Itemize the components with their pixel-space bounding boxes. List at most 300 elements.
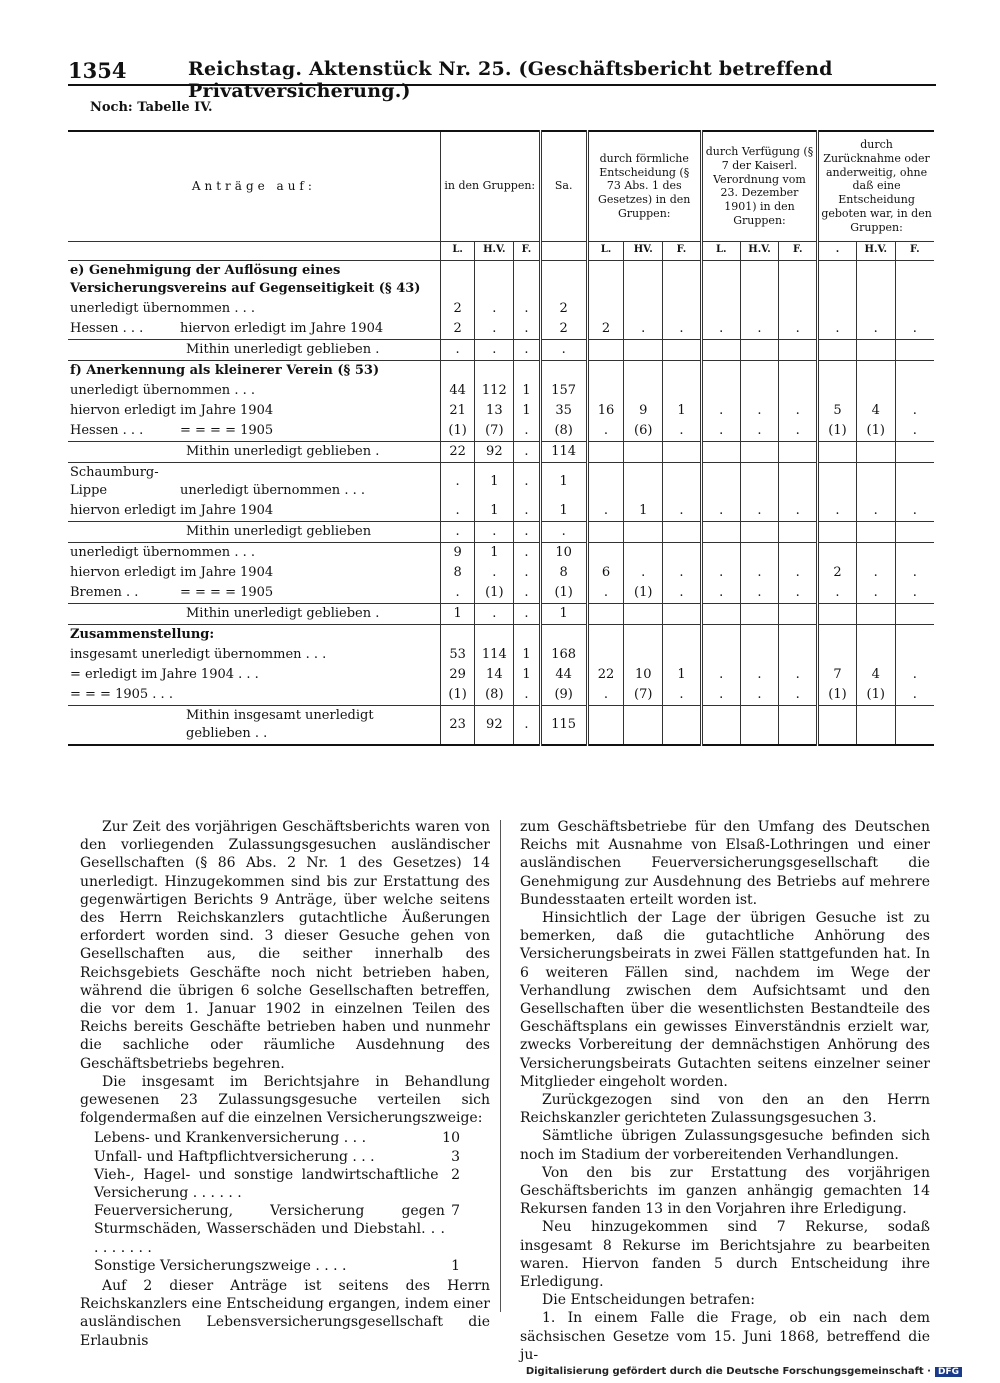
- table-cell: [701, 645, 740, 665]
- table-cell: [587, 705, 624, 745]
- table-cell: .: [701, 665, 740, 685]
- row-label-text: insgesamt unerledigt übernommen . . .: [70, 646, 327, 662]
- table-cell: [740, 360, 779, 381]
- table-cell: .: [895, 319, 934, 340]
- table-cell: [740, 705, 779, 745]
- table-cell: 92: [475, 705, 514, 745]
- table-cell: [856, 381, 895, 401]
- sub-header-sa: [540, 241, 587, 260]
- table-cell: 114: [475, 645, 514, 665]
- table-cell: .: [663, 421, 702, 442]
- list-item: [94, 1257, 490, 1275]
- table-cell: [587, 462, 624, 501]
- table-cell: [895, 542, 934, 563]
- sub-header: F.: [895, 241, 934, 260]
- sub-header: F.: [663, 241, 702, 260]
- page-number: 1354: [68, 58, 127, 83]
- page-title: Reichstag. Aktenstück Nr. 25. (Geschäftsbericht betreffend Privatversicherung.): [188, 58, 833, 102]
- table-cell: 4: [856, 665, 895, 685]
- table-row-total: [68, 603, 934, 624]
- table-cell: [779, 381, 818, 401]
- table-cell: .: [895, 583, 934, 604]
- table-cell: 6: [587, 563, 624, 583]
- table-cell: (8): [475, 685, 514, 706]
- table-cell: .: [779, 563, 818, 583]
- table-cell: [587, 299, 624, 319]
- table-cell: .: [779, 501, 818, 522]
- table-row-section: [68, 260, 934, 299]
- table-cell: [818, 705, 857, 745]
- table-row: [68, 685, 934, 706]
- table-cell: [818, 299, 857, 319]
- table-cell: [779, 360, 818, 381]
- row-label: f) Anerkennung als kleinerer Verein (§ 53): [68, 360, 440, 381]
- table-cell: [624, 705, 663, 745]
- table-cell: [856, 462, 895, 501]
- table-cell: [779, 705, 818, 745]
- table-cell: .: [514, 603, 541, 624]
- table-row: [68, 421, 934, 442]
- table-cell: (1): [624, 583, 663, 604]
- table-cell: .: [440, 501, 475, 522]
- table-cell: .: [856, 563, 895, 583]
- paragraph: Von den bis zur Erstattung des vorjährigen Geschäftsberichts im ganzen anhängig gemachten 14 Rekursen fanden 13 in den Vorjahren ihre Erledigung.: [520, 1164, 930, 1218]
- table-cell: [587, 521, 624, 542]
- table-cell: [663, 603, 702, 624]
- header-sa: Sa.: [540, 131, 587, 241]
- table-cell: .: [740, 401, 779, 421]
- table-cell: .: [740, 319, 779, 340]
- table-cell: [779, 260, 818, 299]
- table-cell: .: [701, 319, 740, 340]
- table-cell: [663, 360, 702, 381]
- sub-header: L.: [701, 241, 740, 260]
- table-cell: .: [440, 462, 475, 501]
- table-cell: [624, 521, 663, 542]
- row-label-text: unerledigt übernommen . . .: [70, 300, 255, 316]
- table-cell: [440, 360, 475, 381]
- table-cell: [856, 645, 895, 665]
- table-row-total: [68, 705, 934, 745]
- table-cell: [818, 521, 857, 542]
- table-cell: 1: [514, 665, 541, 685]
- table-cell: .: [779, 685, 818, 706]
- row-label: [68, 441, 440, 462]
- table-cell: 8: [440, 563, 475, 583]
- table-cell: [587, 624, 624, 645]
- table-cell: .: [779, 319, 818, 340]
- table-cell: .: [624, 563, 663, 583]
- table-cell: [740, 339, 779, 360]
- table-cell: .: [514, 421, 541, 442]
- table-row: [68, 665, 934, 685]
- table-cell: .: [818, 319, 857, 340]
- list-item-value: 7: [451, 1203, 460, 1220]
- table-cell: [587, 441, 624, 462]
- table-cell: 5: [818, 401, 857, 421]
- table-cell: 1: [540, 603, 587, 624]
- table-cell: 2: [440, 299, 475, 319]
- footer: [526, 1366, 962, 1377]
- table-cell: 114: [540, 441, 587, 462]
- table-cell: (1): [818, 685, 857, 706]
- row-label-text: Mithin unerledigt geblieben: [186, 523, 372, 539]
- table-cell: .: [779, 583, 818, 604]
- state-name: Hessen . . .: [70, 320, 144, 336]
- sub-header: HV.: [624, 241, 663, 260]
- table-cell: [587, 260, 624, 299]
- table-cell: 1: [663, 401, 702, 421]
- table-cell: .: [740, 685, 779, 706]
- table-cell: [895, 299, 934, 319]
- table-cell: 44: [440, 381, 475, 401]
- table-row: [68, 462, 934, 501]
- table-cell: [701, 260, 740, 299]
- row-label: Zusammenstellung:: [68, 624, 440, 645]
- paragraph: 1. In einem Falle die Frage, ob ein nach dem sächsischen Gesetze vom 15. Juni 1868, betreffend die ju-: [520, 1310, 930, 1363]
- table-cell: .: [514, 339, 541, 360]
- table-cell: .: [701, 583, 740, 604]
- row-label: [68, 462, 440, 501]
- row-label: [68, 603, 440, 624]
- table-cell: [663, 441, 702, 462]
- table-cell: [514, 360, 541, 381]
- table-cell: [514, 624, 541, 645]
- row-label-text: unerledigt übernommen . . .: [180, 482, 365, 498]
- table-cell: 2: [440, 319, 475, 340]
- table-cell: [818, 603, 857, 624]
- table-cell: [740, 260, 779, 299]
- table-cell: .: [475, 339, 514, 360]
- table-cell: [587, 381, 624, 401]
- list-item-label: Vieh-, Hagel- und sonstige landwirtschaftliche Versicherung . . . . . .: [94, 1166, 439, 1202]
- table-cell: [818, 339, 857, 360]
- row-label: e) Genehmigung der Auflösung eines Versicherungsvereins auf Gegenseitigkeit (§ 43): [68, 260, 440, 299]
- table-cell: [740, 521, 779, 542]
- table-cell: [856, 339, 895, 360]
- row-label: [68, 521, 440, 542]
- table-cell: .: [895, 563, 934, 583]
- row-label-text: Mithin unerledigt geblieben .: [186, 443, 380, 459]
- table-cell: .: [587, 501, 624, 522]
- table-cell: .: [895, 501, 934, 522]
- row-label: [68, 299, 440, 319]
- row-label: [68, 645, 440, 665]
- table-cell: .: [624, 319, 663, 340]
- table-cell: .: [740, 583, 779, 604]
- table-cell: [475, 360, 514, 381]
- table-cell: [779, 441, 818, 462]
- table-cell: [701, 705, 740, 745]
- statistics-table: [68, 130, 934, 746]
- table-cell: [624, 360, 663, 381]
- table-cell: 9: [440, 542, 475, 563]
- table-cell: [740, 462, 779, 501]
- table-cell: [701, 542, 740, 563]
- paragraph: Neu hinzugekommen sind 7 Rekurse, sodaß insgesamt 8 Rekurse im Berichtsjahre zu bearbeiten waren. Hiervon fanden 5 durch Entscheidung ihre Erledigung.: [520, 1219, 930, 1291]
- table-cell: [624, 603, 663, 624]
- table-cell: 22: [440, 441, 475, 462]
- table-cell: [663, 624, 702, 645]
- column-rule: [500, 820, 501, 1312]
- table-cell: .: [701, 563, 740, 583]
- row-label-text: hiervon erledigt im Jahre 1904: [70, 502, 274, 518]
- table-cell: .: [514, 583, 541, 604]
- table-row-section: [68, 624, 934, 645]
- table-cell: [701, 299, 740, 319]
- table-cell: 1: [514, 645, 541, 665]
- table-cell: (9): [540, 685, 587, 706]
- sub-header: F.: [779, 241, 818, 260]
- table-cell: 2: [587, 319, 624, 340]
- table-cell: [475, 260, 514, 299]
- table-cell: [740, 441, 779, 462]
- table-cell: [475, 624, 514, 645]
- table-cell: .: [663, 501, 702, 522]
- table-cell: (1): [540, 583, 587, 604]
- table-cell: .: [514, 441, 541, 462]
- table-cell: [856, 624, 895, 645]
- table-cell: 14: [475, 665, 514, 685]
- table-cell: .: [514, 521, 541, 542]
- table-cell: 1: [540, 462, 587, 501]
- table-cell: [779, 521, 818, 542]
- row-label-text: = erledigt im Jahre 1904 . . .: [70, 666, 259, 682]
- table-cell: [895, 339, 934, 360]
- table-cell: [701, 603, 740, 624]
- table-cell: [856, 542, 895, 563]
- table-cell: [624, 542, 663, 563]
- table-cell: .: [440, 339, 475, 360]
- list-item: [94, 1148, 490, 1166]
- header-foermlich: durch förmliche Entscheidung (§ 73 Abs. 1 des Gesetzes) in den Gruppen:: [587, 131, 701, 241]
- table-cell: .: [514, 542, 541, 563]
- table-cell: [895, 381, 934, 401]
- right-column: [520, 818, 930, 1364]
- table-cell: (1): [440, 685, 475, 706]
- sub-header: H.V.: [856, 241, 895, 260]
- table-cell: .: [514, 501, 541, 522]
- table-cell: [624, 441, 663, 462]
- table-cell: [895, 462, 934, 501]
- row-label: [68, 542, 440, 563]
- row-label: [68, 685, 440, 706]
- table-cell: [663, 260, 702, 299]
- table-cell: .: [701, 401, 740, 421]
- table-cell: [779, 299, 818, 319]
- table-cell: [895, 260, 934, 299]
- table-cell: .: [856, 501, 895, 522]
- table-row: [68, 563, 934, 583]
- table-body: [68, 260, 934, 745]
- row-label-text: = = = = 1905: [180, 422, 274, 438]
- table-cell: [440, 624, 475, 645]
- table-cell: (7): [624, 685, 663, 706]
- table-row: [68, 542, 934, 563]
- table-row: [68, 501, 934, 522]
- table-cell: [540, 360, 587, 381]
- table-cell: [540, 260, 587, 299]
- sub-header: H.V.: [740, 241, 779, 260]
- table-cell: [663, 542, 702, 563]
- table-row: [68, 381, 934, 401]
- table-cell: 1: [475, 501, 514, 522]
- table-cell: [895, 624, 934, 645]
- table-cell: [779, 462, 818, 501]
- table-cell: 92: [475, 441, 514, 462]
- table-cell: [856, 705, 895, 745]
- table-cell: [663, 521, 702, 542]
- table-cell: 168: [540, 645, 587, 665]
- table-cell: [514, 260, 541, 299]
- table-cell: [818, 381, 857, 401]
- table-cell: 4: [856, 401, 895, 421]
- table-cell: 7: [818, 665, 857, 685]
- table-cell: [587, 645, 624, 665]
- table-cell: .: [856, 583, 895, 604]
- table-cell: .: [514, 705, 541, 745]
- list-item-label: Unfall- und Haftpflichtversicherung . . .: [94, 1148, 375, 1165]
- table-cell: [701, 360, 740, 381]
- table-row-total: [68, 339, 934, 360]
- table-cell: [540, 624, 587, 645]
- table-cell: [818, 360, 857, 381]
- table-cell: .: [895, 665, 934, 685]
- sub-header: F.: [514, 241, 541, 260]
- table-cell: 53: [440, 645, 475, 665]
- row-label-text: unerledigt übernommen . . .: [70, 544, 255, 560]
- table-row-total: [68, 441, 934, 462]
- table-cell: .: [475, 521, 514, 542]
- table-cell: .: [818, 501, 857, 522]
- paragraph: Hinsichtlich der Lage der übrigen Gesuche ist zu bemerken, daß die gutachtliche Anhörung des Versicherungsbeirats in zwei Fällen stattgefunden hat. In 6 weiteren Fällen sind, nachdem im Wege der Verhandlung zwischen dem Aufsichtsamt und den Gesellschaften über die wesentlichsten Bestandteile des Geschäftsplans ein gewisses Einverständnis erzielt war, zwecks Vorbereitung der demnächstigen Anhörung des Versicherungsbeirats Gutachten seitens einzelner seiner Mitglieder eingeholt worden.: [520, 910, 930, 1090]
- table-cell: [818, 462, 857, 501]
- table-cell: [624, 645, 663, 665]
- table-row-total: [68, 521, 934, 542]
- paragraph: Auf 2 dieser Anträge ist seitens des Herrn Reichskanzlers eine Entscheidung ergangen, indem einer ausländischen Lebensversicherungsgesellschaft die Erlaubnis: [80, 1278, 490, 1349]
- table-cell: .: [740, 563, 779, 583]
- table-cell: [740, 542, 779, 563]
- table-row-section: [68, 360, 934, 381]
- table-cell: [856, 360, 895, 381]
- table-cell: .: [540, 339, 587, 360]
- table-cell: [779, 645, 818, 665]
- table-cell: [818, 260, 857, 299]
- table-cell: [701, 462, 740, 501]
- table-cell: [663, 381, 702, 401]
- table-cell: 10: [624, 665, 663, 685]
- table-row: [68, 645, 934, 665]
- table-cell: .: [701, 421, 740, 442]
- table-cell: [779, 542, 818, 563]
- table-cell: [701, 624, 740, 645]
- table-cell: [895, 705, 934, 745]
- list-item-value: 10: [442, 1130, 460, 1147]
- table-row: [68, 299, 934, 319]
- table-cell: [856, 260, 895, 299]
- row-label: [68, 401, 440, 421]
- paragraph: Zur Zeit des vorjährigen Geschäftsberichts waren von den vorliegenden Zulassungsgesuchen ausländischer Gesellschaften (§ 86 Abs. 2 Nr. 1 des Gesetzes) 14 unerledigt. Hinzugekommen sind bis zur Erstattung des gegenwärtigen Berichts 9 Anträge, über welche seitens des Herrn Reichskanzlers gutachtliche Äußerungen erfordert worden sind. 3 dieser Gesuche gehen von Gesellschaften aus, die seither innerhalb des Reichsgebiets Geschäfte noch nicht betrieben haben, während die übrigen 6 solche Gesellschaften betreffen, die vor dem 1. Januar 1902 in einzelnen Teilen des Reichs bereits Geschäfte betrieben haben und nunmehr die sachliche oder räumliche Ausdehnung des Geschäftsbetriebs begehren.: [80, 819, 490, 1072]
- table-cell: [895, 603, 934, 624]
- table-cell: [779, 603, 818, 624]
- header-gruppen: in den Gruppen:: [440, 131, 540, 241]
- paragraph: zum Geschäftsbetriebe für den Umfang des Deutschen Reichs mit Ausnahme von Elsaß-Lothringen und einer ausländischen Feuerversicherungsgesellschaft die Genehmigung zur Ausdehnung des Betriebs auf mehrere Bundesstaaten erteilt worden ist.: [520, 819, 930, 908]
- header-spacer: [68, 241, 440, 260]
- table-cell: .: [440, 521, 475, 542]
- table-cell: 1: [475, 462, 514, 501]
- table-cell: [895, 645, 934, 665]
- row-label-text: Mithin unerledigt geblieben .: [186, 605, 380, 621]
- table-cell: [701, 339, 740, 360]
- table-row: [68, 319, 934, 340]
- table-cell: [624, 381, 663, 401]
- table-cell: [740, 603, 779, 624]
- table-cell: .: [663, 319, 702, 340]
- table-cell: 9: [624, 401, 663, 421]
- table-cell: .: [514, 462, 541, 501]
- row-label: [68, 501, 440, 522]
- table-cell: [740, 645, 779, 665]
- table-cell: 16: [587, 401, 624, 421]
- table-cell: .: [587, 685, 624, 706]
- table-cell: [818, 624, 857, 645]
- row-label-text: hiervon erledigt im Jahre 1904: [70, 564, 274, 580]
- table-cell: .: [663, 583, 702, 604]
- table-cell: 112: [475, 381, 514, 401]
- table-cell: [856, 603, 895, 624]
- table-cell: 1: [475, 542, 514, 563]
- state-name: Bremen . .: [70, 584, 139, 600]
- sub-header: .: [818, 241, 857, 260]
- table-cell: [587, 360, 624, 381]
- table-cell: .: [514, 319, 541, 340]
- table-cell: .: [779, 665, 818, 685]
- table-cell: [779, 339, 818, 360]
- table-cell: [587, 603, 624, 624]
- table-cell: .: [514, 685, 541, 706]
- page-header: [68, 52, 936, 102]
- table-cell: [663, 299, 702, 319]
- list-item: [94, 1166, 490, 1202]
- row-label: [68, 563, 440, 583]
- table-cell: [779, 624, 818, 645]
- row-label: [68, 583, 440, 604]
- row-label: [68, 339, 440, 360]
- table-row: [68, 583, 934, 604]
- table-cell: 29: [440, 665, 475, 685]
- table-cell: [624, 339, 663, 360]
- table-cell: 21: [440, 401, 475, 421]
- list-item-value: 2: [451, 1166, 460, 1183]
- table-cell: (7): [475, 421, 514, 442]
- table-cell: 22: [587, 665, 624, 685]
- table-cell: [587, 542, 624, 563]
- table-cell: 10: [540, 542, 587, 563]
- table-cell: [440, 260, 475, 299]
- table-cell: .: [587, 583, 624, 604]
- list-item-label: Feuerversicherung, Versicherung gegen Sturmschäden, Wasserschäden und Diebstahl. . . . . . . . . .: [94, 1203, 445, 1256]
- header-verfuegung: durch Verfügung (§ 7 der Kaiserl. Verordnung vom 23. Dezember 1901) in den Gruppen:: [701, 131, 817, 241]
- table-cell: 115: [540, 705, 587, 745]
- table-cell: .: [475, 319, 514, 340]
- table-cell: 35: [540, 401, 587, 421]
- table-cell: 8: [540, 563, 587, 583]
- sub-header: L.: [440, 241, 475, 260]
- table-cell: .: [856, 319, 895, 340]
- table-cell: .: [663, 563, 702, 583]
- table-cell: (1): [475, 583, 514, 604]
- table-cell: (6): [624, 421, 663, 442]
